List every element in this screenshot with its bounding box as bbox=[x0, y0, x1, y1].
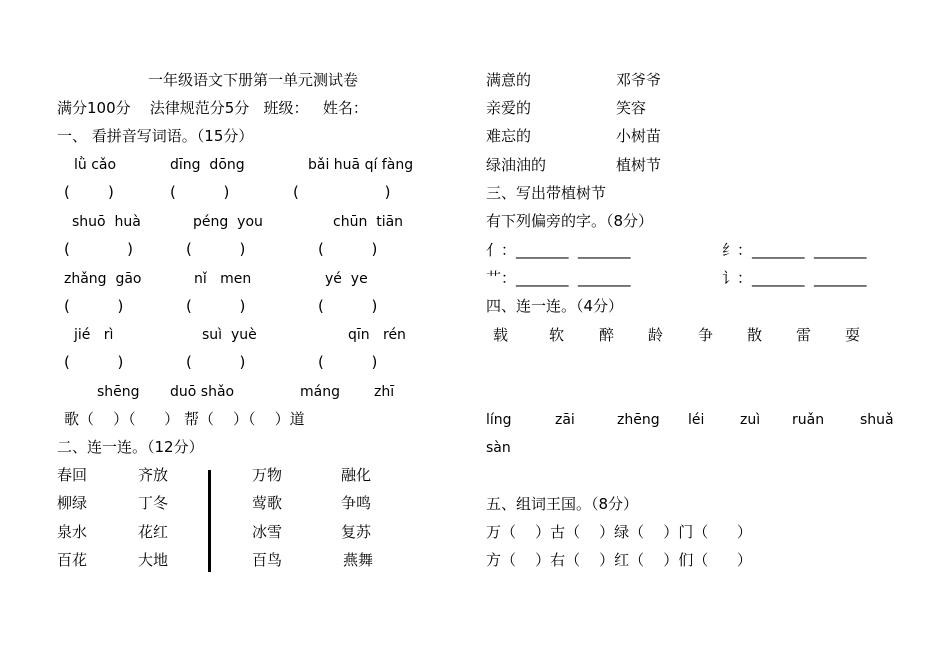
answer-blank[interactable]: ( ) bbox=[170, 183, 230, 201]
pinyin: duō shǎo bbox=[170, 384, 235, 400]
pinyin: chūn tiān bbox=[333, 214, 404, 230]
match-word: 难忘的 bbox=[486, 127, 532, 145]
match-word: 燕舞 bbox=[343, 551, 374, 569]
pinyin: shuǎ bbox=[860, 412, 894, 428]
answer-blank[interactable]: ( ) bbox=[318, 297, 378, 315]
match-word: 齐放 bbox=[138, 466, 169, 484]
answer-blank[interactable]: ( ) bbox=[186, 297, 246, 315]
answer-blank[interactable]: ( ) bbox=[64, 183, 114, 201]
pinyin: zuì bbox=[740, 412, 761, 428]
match-word: 百花 bbox=[57, 551, 88, 569]
match-char: 醉 bbox=[599, 326, 615, 344]
match-char: 耍 bbox=[845, 326, 861, 344]
match-word: 丁冬 bbox=[138, 494, 169, 512]
radical-row[interactable]: 艹：_______ _______ bbox=[486, 269, 631, 287]
word-row[interactable]: 万（ ）古（ ）绿（ ）门（ ） bbox=[486, 523, 752, 541]
match-word: 柳绿 bbox=[57, 494, 88, 512]
pinyin: líng bbox=[486, 412, 512, 428]
score-info-line: 满分100分 法律规范分5分 班级： 姓名： bbox=[57, 99, 368, 117]
radical-row[interactable]: 讠：_______ _______ bbox=[722, 269, 867, 287]
match-char: 雷 bbox=[796, 326, 812, 344]
section3-subheading: 有下列偏旁的字。（8分） bbox=[486, 212, 654, 230]
section1-heading: 一、 看拼音写词语。（15分） bbox=[57, 127, 254, 145]
page-title: 一年级语文下册第一单元测试卷 bbox=[148, 71, 359, 89]
match-char: 软 bbox=[549, 326, 565, 344]
match-char: 龄 bbox=[648, 326, 664, 344]
answer-blank[interactable]: ( ) bbox=[186, 353, 246, 371]
pinyin: zhēng bbox=[617, 412, 660, 428]
match-word: 春回 bbox=[57, 466, 88, 484]
answer-blank[interactable]: ( ) bbox=[318, 240, 378, 258]
pinyin: zāi bbox=[555, 412, 575, 428]
match-word: 复苏 bbox=[341, 523, 372, 541]
radical-row[interactable]: 亻：_______ _______ bbox=[486, 241, 631, 259]
pinyin: sàn bbox=[486, 440, 511, 456]
section5-heading: 五、组词王国。（8分） bbox=[486, 495, 639, 513]
answer-blank[interactable]: ( ) bbox=[64, 240, 133, 258]
match-word: 冰雪 bbox=[252, 523, 283, 541]
pinyin: bǎi huā qí fàng bbox=[308, 157, 414, 173]
match-char: 散 bbox=[747, 326, 763, 344]
answer-line[interactable]: 歌（ ）（ ） 帮（ ）（ ）道 bbox=[64, 410, 305, 428]
pinyin: léi bbox=[688, 412, 705, 428]
pinyin: péng you bbox=[193, 214, 263, 230]
pinyin: qīn rén bbox=[348, 327, 406, 343]
match-word: 笑容 bbox=[616, 99, 647, 117]
match-word: 莺歌 bbox=[252, 494, 283, 512]
answer-blank[interactable]: ( ) bbox=[318, 353, 378, 371]
pinyin: shuō huà bbox=[72, 214, 141, 230]
match-word: 百鸟 bbox=[252, 551, 283, 569]
match-word: 小树苗 bbox=[616, 127, 662, 145]
match-word: 邓爷爷 bbox=[616, 71, 662, 89]
word-row[interactable]: 方（ ）右（ ）红（ ）们（ ） bbox=[486, 551, 752, 569]
radical-row[interactable]: 纟：_______ _______ bbox=[722, 241, 867, 259]
answer-blank[interactable]: ( ) bbox=[293, 183, 391, 201]
pinyin: shēng bbox=[97, 384, 140, 400]
pinyin: ruǎn bbox=[792, 412, 825, 428]
match-word: 绿油油的 bbox=[486, 156, 547, 174]
match-word: 融化 bbox=[341, 466, 372, 484]
match-word: 亲爱的 bbox=[486, 99, 532, 117]
match-word: 植树节 bbox=[616, 156, 662, 174]
pinyin: zhǎng gāo bbox=[64, 271, 142, 287]
pinyin: nǐ men bbox=[194, 271, 252, 287]
match-char: 争 bbox=[698, 326, 714, 344]
match-word: 满意的 bbox=[486, 71, 532, 89]
match-char: 载 bbox=[493, 326, 509, 344]
pinyin: lǜ cǎo bbox=[74, 157, 117, 173]
pinyin: yé ye bbox=[325, 271, 368, 287]
divider-line bbox=[208, 470, 211, 572]
match-word: 花红 bbox=[138, 523, 169, 541]
match-word: 争鸣 bbox=[341, 494, 372, 512]
pinyin: suì yuè bbox=[202, 327, 257, 343]
match-word: 泉水 bbox=[57, 523, 88, 541]
match-word: 万物 bbox=[252, 466, 283, 484]
section2-heading: 二、连一连。（12分） bbox=[57, 438, 204, 456]
pinyin: zhī bbox=[374, 384, 395, 400]
pinyin: dīng dōng bbox=[170, 157, 245, 173]
answer-blank[interactable]: ( ) bbox=[186, 240, 246, 258]
pinyin: jié rì bbox=[74, 327, 114, 343]
pinyin: máng bbox=[300, 384, 340, 400]
section4-heading: 四、连一连。（4分） bbox=[486, 297, 624, 315]
match-word: 大地 bbox=[138, 551, 169, 569]
answer-blank[interactable]: ( ) bbox=[64, 297, 124, 315]
answer-blank[interactable]: ( ) bbox=[64, 353, 124, 371]
section3-heading: 三、写出带植树节 bbox=[486, 184, 607, 202]
